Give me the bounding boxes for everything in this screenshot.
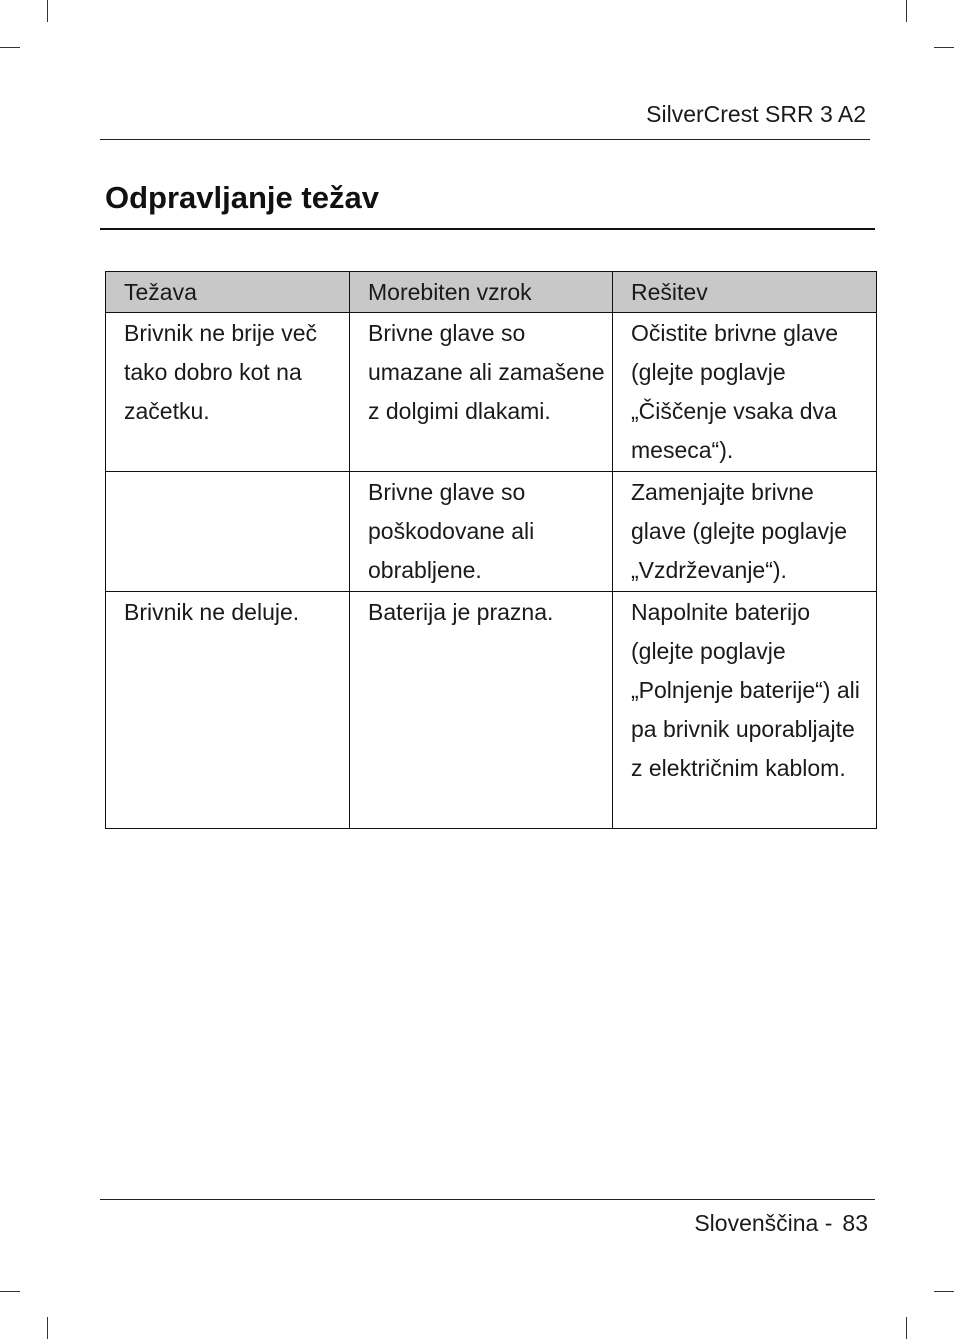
troubleshooting-table (105, 271, 877, 829)
page-footer (694, 1208, 868, 1238)
table-row (106, 472, 877, 592)
solution-cell: Očistite brivne glave (glejte poglavje „Čiščenje vsaka dva meseca“). (613, 313, 877, 472)
crop-mark (0, 1291, 20, 1292)
crop-mark (906, 0, 907, 22)
solution-cell: Zamenjajte brivne glave (glejte poglavje „Vzdrževanje“). (613, 472, 877, 592)
table-row (106, 313, 877, 472)
cause-cell: Brivne glave so umazane ali zamašene z dolgimi dlakami. (350, 313, 613, 472)
running-header: SilverCrest SRR 3 A2 (646, 101, 866, 127)
title-divider (100, 228, 875, 230)
page-title: Odpravljanje težav (105, 180, 379, 215)
column-header-cause: Morebiten vzrok (350, 272, 613, 313)
solution-cell: Napolnite baterijo (glejte poglavje „Polnjenje baterije“) ali pa brivnik uporabljajte z električnim kablom. (613, 592, 877, 829)
crop-mark (934, 47, 954, 48)
cause-cell: Brivne glave so poškodovane ali obrabljene. (350, 472, 613, 592)
crop-mark (47, 0, 48, 22)
problem-cell: Brivnik ne deluje. (106, 592, 350, 829)
table-row (106, 592, 877, 829)
problem-cell: Brivnik ne brije več tako dobro kot na začetku. (106, 313, 350, 472)
crop-mark (0, 47, 20, 48)
column-header-solution: Rešitev (613, 272, 877, 313)
table-header-row (106, 272, 877, 313)
crop-mark (47, 1317, 48, 1339)
footer-language: Slovenščina - (694, 1210, 833, 1236)
problem-cell (106, 472, 350, 592)
crop-mark (934, 1291, 954, 1292)
cause-cell: Baterija je prazna. (350, 592, 613, 829)
column-header-problem: Težava (106, 272, 350, 313)
crop-mark (906, 1317, 907, 1339)
footer-divider (100, 1199, 875, 1200)
header-divider (100, 139, 870, 140)
page-number: 83 (842, 1210, 868, 1236)
